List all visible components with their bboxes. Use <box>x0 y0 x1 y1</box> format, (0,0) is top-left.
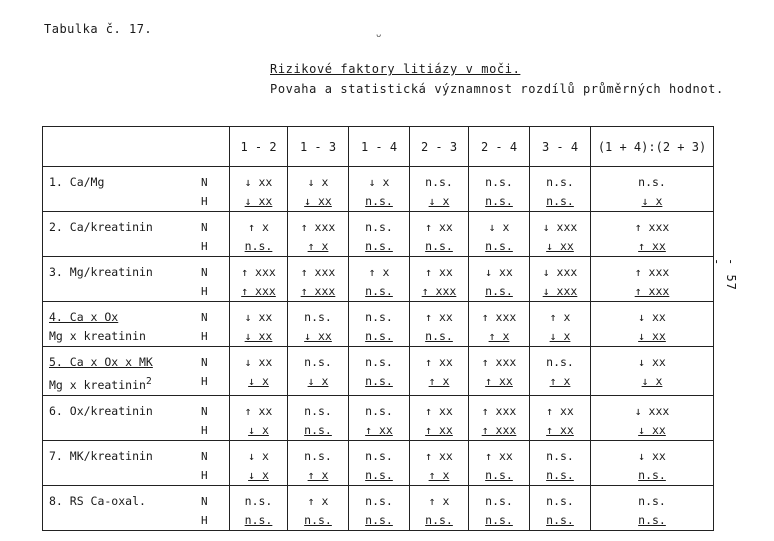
value-h: ↓ x <box>549 329 571 343</box>
row-label-denominator <box>49 327 199 346</box>
table-row <box>43 485 714 530</box>
value-h: n.s. <box>425 329 453 343</box>
value-n: ↓ x <box>248 448 269 463</box>
table-header-row <box>43 127 714 167</box>
comparison-cell <box>530 257 591 302</box>
col-header: 1 - 2 <box>230 127 288 167</box>
group-marker-h: H <box>201 513 208 527</box>
comparison-cell <box>349 167 410 212</box>
col-header: 1 - 4 <box>349 127 410 167</box>
value-h: n.s. <box>244 239 273 253</box>
header-nh-cell <box>199 127 230 167</box>
comparison-cell <box>530 167 591 212</box>
value-h: ↑ x <box>307 239 329 253</box>
row-label-denominator-text: Mg x kreatinin <box>49 377 146 392</box>
col-header: 3 - 4 <box>530 127 591 167</box>
value-n: ↑ xxx <box>300 220 336 234</box>
value-n: n.s. <box>485 175 513 189</box>
comparison-cell <box>230 257 288 302</box>
row-label: 7. MK/kreatinin <box>49 448 153 463</box>
group-marker-cell <box>199 302 230 347</box>
comparison-cell <box>288 347 349 396</box>
comparison-cell <box>591 302 714 347</box>
comparison-cell <box>469 485 530 530</box>
comparison-cell <box>469 347 530 396</box>
table-row <box>43 347 714 396</box>
value-n: ↑ xx <box>425 403 453 418</box>
value-n: ↑ xxx <box>481 355 517 369</box>
value-h: n.s. <box>485 194 513 208</box>
comparison-cell <box>410 167 469 212</box>
row-label-cell <box>43 167 200 212</box>
comparison-cell <box>591 395 714 440</box>
value-h: ↓ x <box>307 374 329 388</box>
row-label-cell <box>43 302 200 347</box>
row-label-cell <box>43 440 200 485</box>
value-h: n.s. <box>365 512 393 527</box>
row-label: 2. Ca/kreatinin <box>49 220 153 234</box>
comparison-cell <box>288 395 349 440</box>
comparison-cell <box>288 485 349 530</box>
value-h: ↓ x <box>248 422 269 437</box>
value-h: n.s. <box>425 512 453 527</box>
value-n: ↑ xxx <box>481 403 517 418</box>
value-n: ↑ xxx <box>481 310 517 324</box>
comparison-cell <box>591 347 714 396</box>
value-n: ↓ xx <box>244 355 273 369</box>
comparison-cell <box>591 485 714 530</box>
value-n: ↓ xx <box>244 175 273 189</box>
row-label-superscript: 2 <box>145 376 152 387</box>
value-n: ↓ xxx <box>634 403 670 418</box>
comparison-cell <box>288 440 349 485</box>
value-h: n.s. <box>638 512 666 527</box>
value-n: n.s. <box>546 448 574 463</box>
value-n: n.s. <box>365 403 393 418</box>
group-marker-cell <box>199 440 230 485</box>
value-n: n.s. <box>638 493 666 508</box>
row-label: 5. Ca x Ox x MK <box>49 355 153 369</box>
comparison-cell <box>230 485 288 530</box>
value-h: n.s. <box>365 467 393 482</box>
value-h: ↓ x <box>641 374 663 388</box>
value-h: ↓ x <box>641 194 663 208</box>
group-marker-h: H <box>201 423 208 437</box>
results-table <box>42 126 714 531</box>
value-h: ↑ xx <box>638 239 666 253</box>
group-marker-n: N <box>201 494 208 508</box>
value-n: n.s. <box>304 448 332 463</box>
value-n: ↑ x <box>307 493 329 508</box>
value-n: ↓ xx <box>485 265 513 279</box>
comparison-cell <box>410 302 469 347</box>
table-row <box>43 257 714 302</box>
comparison-cell <box>230 212 288 257</box>
value-n: n.s. <box>365 220 393 234</box>
value-h: ↓ x <box>428 194 450 208</box>
group-marker-h: H <box>201 195 208 208</box>
row-label: 8. RS Ca-oxal. <box>49 493 146 508</box>
value-h: n.s. <box>425 239 453 253</box>
value-h: n.s. <box>304 512 332 527</box>
group-marker-n: N <box>201 404 208 418</box>
comparison-cell <box>530 440 591 485</box>
comparison-cell <box>230 167 288 212</box>
value-n: ↑ xx <box>244 403 273 418</box>
comparison-cell <box>230 395 288 440</box>
group-marker-h: H <box>201 468 208 482</box>
comparison-cell <box>591 440 714 485</box>
value-h: n.s. <box>304 422 332 437</box>
value-n: ↑ xxx <box>634 265 670 279</box>
comparison-cell <box>349 440 410 485</box>
value-h: n.s. <box>365 284 393 298</box>
page-subtitle: Povaha a statistická významnost rozdílů průměrných hodnot. <box>270 82 724 96</box>
value-n: ↓ xx <box>244 310 273 324</box>
value-h: ↑ xx <box>425 422 453 437</box>
comparison-cell <box>410 395 469 440</box>
table-row <box>43 212 714 257</box>
value-n: ↓ xx <box>638 448 666 463</box>
comparison-cell <box>349 395 410 440</box>
value-n: n.s. <box>244 493 273 508</box>
value-h: ↑ xx <box>365 422 393 437</box>
comparison-cell <box>230 302 288 347</box>
row-label-cell <box>43 257 200 302</box>
comparison-cell <box>530 212 591 257</box>
comparison-cell <box>469 257 530 302</box>
row-label-cell <box>43 485 200 530</box>
value-n: n.s. <box>365 355 393 369</box>
group-marker-cell <box>199 347 230 396</box>
value-h: ↑ x <box>549 374 571 388</box>
col-header: 1 - 3 <box>288 127 349 167</box>
value-h: n.s. <box>485 284 513 298</box>
group-marker-n: N <box>201 221 208 234</box>
header-empty-cell <box>43 127 200 167</box>
scan-speck: ᴗ <box>376 30 382 40</box>
comparison-cell <box>410 440 469 485</box>
value-n: n.s. <box>365 448 393 463</box>
value-n: n.s. <box>546 355 574 369</box>
value-n: ↑ xx <box>485 448 513 463</box>
value-h: ↑ x <box>488 329 510 343</box>
col-header: 2 - 3 <box>410 127 469 167</box>
comparison-cell <box>410 485 469 530</box>
value-h: ↑ x <box>428 374 450 388</box>
value-h: ↑ x <box>428 467 450 482</box>
col-header: (1 + 4):(2 + 3) <box>591 127 714 167</box>
value-h: n.s. <box>244 512 273 527</box>
page-title: Rizikové faktory litiázy v moči. <box>270 62 521 76</box>
value-h: ↓ xx <box>638 422 666 437</box>
comparison-cell <box>530 302 591 347</box>
group-marker-n: N <box>201 266 208 279</box>
value-n: n.s. <box>304 310 332 324</box>
group-marker-cell <box>199 395 230 440</box>
value-n: ↑ xxx <box>300 265 336 279</box>
comparison-cell <box>469 212 530 257</box>
value-h: n.s. <box>365 374 393 388</box>
comparison-cell <box>591 257 714 302</box>
value-h: n.s. <box>485 239 513 253</box>
table-row <box>43 395 714 440</box>
comparison-cell <box>288 257 349 302</box>
value-h: n.s. <box>365 329 393 343</box>
value-h: ↓ xx <box>244 329 273 343</box>
value-n: ↑ x <box>428 493 450 508</box>
value-n: n.s. <box>485 493 513 508</box>
value-h: ↓ xx <box>244 194 273 208</box>
group-marker-h: H <box>201 285 208 298</box>
row-label-denominator-text: Mg x kreatinin <box>49 329 146 343</box>
value-n: ↓ x <box>368 175 390 189</box>
value-n: ↑ xx <box>425 448 453 463</box>
row-label: 1. Ca/Mg <box>49 175 105 189</box>
value-h: ↓ xx <box>638 329 666 343</box>
value-n: ↑ x <box>549 310 571 324</box>
comparison-cell <box>469 440 530 485</box>
comparison-cell <box>349 302 410 347</box>
value-n: ↑ xxx <box>241 265 276 279</box>
value-h: ↓ x <box>248 374 269 388</box>
value-h: ↑ xxx <box>300 284 336 298</box>
value-n: ↑ x <box>368 265 390 279</box>
value-n: n.s. <box>546 493 574 508</box>
value-h: n.s. <box>546 467 574 482</box>
value-n: n.s. <box>365 310 393 324</box>
value-n: n.s. <box>365 493 393 508</box>
value-n: ↑ xxx <box>634 220 670 234</box>
value-n: n.s. <box>425 175 453 189</box>
table-row <box>43 302 714 347</box>
value-n: ↑ xx <box>425 310 453 324</box>
value-n: ↑ xx <box>425 355 453 369</box>
value-n: n.s. <box>304 355 332 369</box>
value-n: ↓ xx <box>638 310 666 324</box>
value-n: ↓ xxx <box>542 220 578 234</box>
value-h: ↑ xxx <box>481 422 517 437</box>
value-h: n.s. <box>485 467 513 482</box>
comparison-cell <box>349 212 410 257</box>
value-n: n.s. <box>638 175 666 189</box>
value-n: ↑ xx <box>425 220 453 234</box>
value-h: ↓ xxx <box>542 284 578 298</box>
value-n: ↓ x <box>307 175 329 189</box>
group-marker-cell <box>199 212 230 257</box>
comparison-cell <box>410 257 469 302</box>
value-h: ↑ xxx <box>241 284 276 298</box>
value-h: ↑ xxx <box>634 284 670 298</box>
group-marker-h: H <box>201 375 208 388</box>
comparison-cell <box>591 167 714 212</box>
row-label-denominator <box>49 372 199 395</box>
row-label: 3. Mg/kreatinin <box>49 265 153 279</box>
results-table-wrapper <box>42 126 714 531</box>
comparison-cell <box>288 302 349 347</box>
group-marker-h: H <box>201 330 208 343</box>
row-label-cell <box>43 212 200 257</box>
table-row <box>43 440 714 485</box>
page-number: - 57 - <box>710 258 738 291</box>
value-n: ↑ x <box>248 220 269 234</box>
value-n: n.s. <box>304 403 332 418</box>
value-h: n.s. <box>546 194 574 208</box>
comparison-cell <box>410 212 469 257</box>
value-h: n.s. <box>485 512 513 527</box>
group-marker-cell <box>199 485 230 530</box>
col-header: 2 - 4 <box>469 127 530 167</box>
comparison-cell <box>469 395 530 440</box>
value-h: ↓ x <box>248 467 269 482</box>
row-label: 6. Ox/kreatinin <box>49 403 153 418</box>
table-row <box>43 167 714 212</box>
row-label-cell <box>43 395 200 440</box>
value-n: ↓ xx <box>638 355 666 369</box>
value-h: n.s. <box>365 194 393 208</box>
value-h: ↓ xx <box>546 239 574 253</box>
value-h: ↑ x <box>307 467 329 482</box>
comparison-cell <box>349 257 410 302</box>
table-body <box>43 167 714 531</box>
group-marker-n: N <box>201 356 208 369</box>
group-marker-n: N <box>201 311 208 324</box>
value-n: ↑ xx <box>546 403 574 418</box>
comparison-cell <box>288 212 349 257</box>
comparison-cell <box>410 347 469 396</box>
value-h: ↑ xxx <box>421 284 457 298</box>
comparison-cell <box>469 167 530 212</box>
value-n: ↓ x <box>488 220 510 234</box>
comparison-cell <box>230 347 288 396</box>
group-marker-n: N <box>201 449 208 463</box>
comparison-cell <box>530 485 591 530</box>
group-marker-cell <box>199 257 230 302</box>
comparison-cell <box>288 167 349 212</box>
value-h: ↑ xx <box>546 422 574 437</box>
row-label: 4. Ca x Ox <box>49 310 119 324</box>
value-h: n.s. <box>546 512 574 527</box>
comparison-cell <box>349 485 410 530</box>
row-label-cell <box>43 347 200 396</box>
value-h: n.s. <box>638 467 666 482</box>
group-marker-h: H <box>201 240 208 253</box>
value-h: ↓ xx <box>304 329 332 343</box>
group-marker-n: N <box>201 176 208 189</box>
value-n: ↑ xx <box>425 265 453 279</box>
comparison-cell <box>230 440 288 485</box>
table-number: Tabulka č. 17. <box>44 22 153 36</box>
comparison-cell <box>349 347 410 396</box>
value-h: n.s. <box>365 239 393 253</box>
comparison-cell <box>530 395 591 440</box>
value-n: ↓ xxx <box>542 265 578 279</box>
value-h: ↑ xx <box>485 374 513 388</box>
comparison-cell <box>530 347 591 396</box>
value-n: n.s. <box>546 175 574 189</box>
comparison-cell <box>469 302 530 347</box>
group-marker-cell <box>199 167 230 212</box>
comparison-cell <box>591 212 714 257</box>
value-h: ↓ xx <box>304 194 332 208</box>
